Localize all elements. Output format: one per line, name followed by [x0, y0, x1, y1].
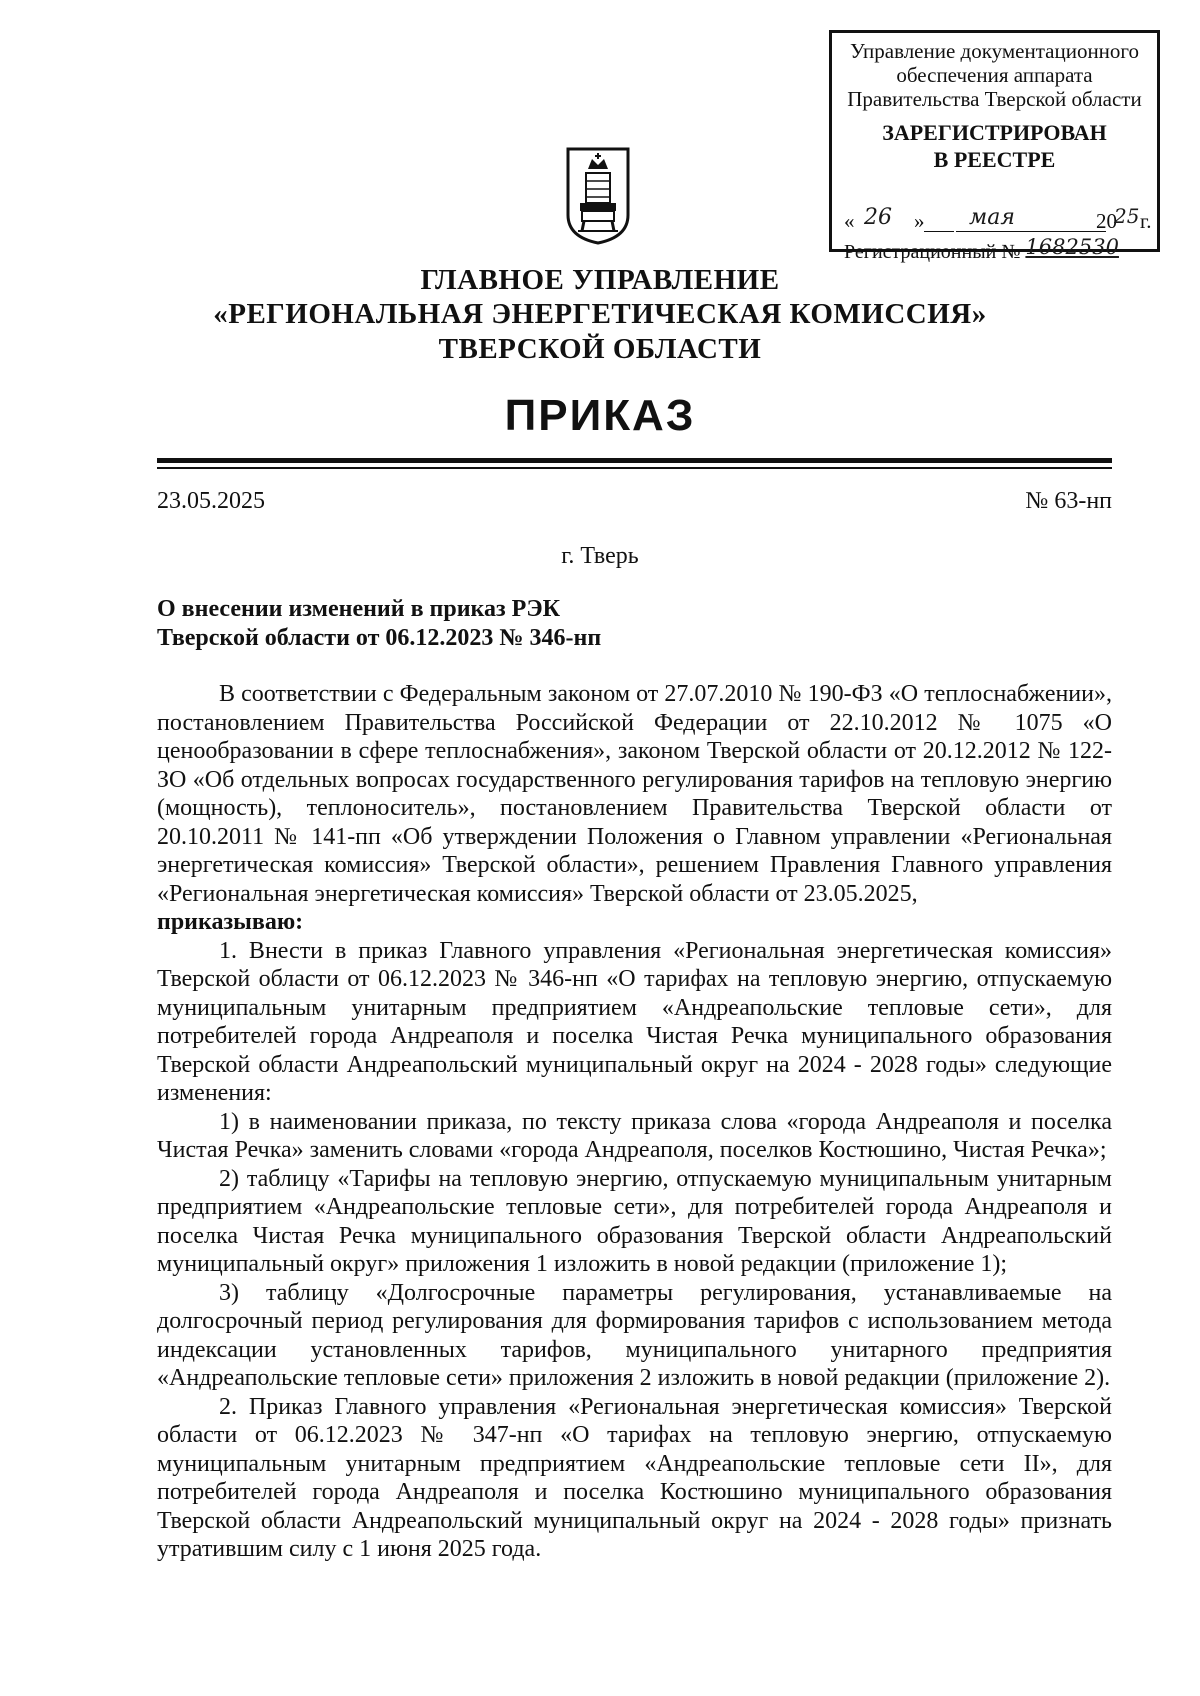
stamp-date-month: мая	[969, 205, 1015, 230]
stamp-date-year-suffix: 25	[1114, 204, 1140, 228]
document-date: 23.05.2025	[157, 488, 265, 514]
document-subject	[157, 595, 601, 653]
org-name-line1: ГЛАВНОЕ УПРАВЛЕНИЕ	[420, 264, 780, 296]
stamp-date-day: 26	[864, 205, 892, 230]
document-type-title: ПРИКАЗ	[504, 391, 696, 440]
stamp-date	[844, 204, 1154, 235]
document-number: № 63-нп	[1025, 488, 1112, 514]
item-1-subitem-3: 3) таблицу «Долгосрочные параметры регулирования, устанавливаемые на долгосрочный период регулирования для формирования тарифов с использованием метода индексации установленных тарифов, муниципального унитарного предприятия «Андреапольские тепловые сети» приложения 2 изложить в новой редакции (приложение 2).	[157, 1279, 1112, 1391]
item-2: 2. Приказ Главного управления «Региональная энергетическая комиссия» Тверской области от 06.12.2023 № 347-нп «О тарифах на тепловую энергию, отпускаемую муниципальным унитарным предприятием «Андреапольские тепловые сети II», для потребителей города Андреаполя и поселка Костюшино муниципального образования Тверской области Андреапольский муниципальный округ на 2024 - 2028 годы» признать утратившим силу с 1 июня 2025 года.	[157, 1393, 1112, 1562]
header-rule-thin	[157, 467, 1112, 469]
order-word	[157, 908, 1112, 937]
registration-stamp	[829, 30, 1160, 263]
stamp-month-underline	[956, 231, 1106, 232]
stamp-date-underline	[924, 231, 954, 232]
item-1-subitem-1: 1) в наименовании приказа, по тексту приказа слова «города Андреаполя и поселка Чистая Речка» заменить словами «города Андреаполя, поселков Костюшино, Чистая Речка»;	[157, 1108, 1112, 1163]
stamp-number-value: 1682530	[1025, 235, 1119, 259]
org-name-line3: ТВЕРСКОЙ ОБЛАСТИ	[438, 333, 762, 365]
emblem-shield-icon	[566, 147, 630, 245]
stamp-registered	[832, 119, 1157, 173]
subject-line1: О внесении изменений в приказ РЭК	[157, 596, 560, 622]
stamp-registered-line2: В РЕЕСТРЕ	[933, 147, 1056, 172]
subject-line2: Тверской области от 06.12.2023 № 346-нп	[157, 625, 602, 651]
header-rule-thick	[157, 458, 1112, 463]
stamp-number-label: Регистрационный №	[844, 241, 1021, 263]
coat-of-arms-emblem	[566, 147, 630, 250]
stamp-registration-number	[844, 235, 1119, 264]
org-name-line2: «РЕГИОНАЛЬНАЯ ЭНЕРГЕТИЧЕСКАЯ КОМИССИЯ»	[213, 298, 987, 330]
document-body	[157, 680, 1112, 1564]
stamp-department: Управление документационного обеспечения аппарата Правительства Тверской области	[847, 39, 1142, 111]
stamp-date-year-prefix: 20	[1096, 209, 1117, 233]
stamp-date-close-quote: »	[914, 209, 925, 233]
stamp-date-open-quote: «	[844, 209, 855, 233]
stamp-registered-line1: ЗАРЕГИСТРИРОВАН	[882, 120, 1107, 145]
item-1-subitem-2: 2) таблицу «Тарифы на тепловую энергию, отпускаемую муниципальным унитарным предприятием «Андреапольские тепловые сети», для потребителей города Андреаполя и поселка Чистая Речка муниципального образования Тверской области Андреапольский муниципальный округ» приложения 1 изложить в новой редакции (приложение 1);	[157, 1165, 1112, 1277]
item-1: 1. Внести в приказ Главного управления «Региональная энергетическая комиссия» Тверской области от 06.12.2023 № 346-нп «О тарифах на тепловую энергию, отпускаемую муниципальным унитарным предприятием «Андреапольские тепловые сети», для потребителей города Андреаполя и поселка Чистая Речка муниципального образования Тверской области Андреапольский муниципальный округ на 2024 - 2028 годы» следующие изменения:	[157, 937, 1112, 1106]
stamp-date-year-unit: г.	[1140, 209, 1152, 233]
document-city: г. Тверь	[561, 543, 639, 569]
order-word-text: приказываю:	[157, 909, 304, 935]
preamble-paragraph: В соответствии с Федеральным законом от 27.07.2010 № 190-ФЗ «О теплоснабжении», постановлением Правительства Российской Федерации от 22.10.2012 № 1075 «О ценообразовании в сфере теплоснабжения», законом Тверской области от 20.12.2012 № 122-ЗО «Об отдельных вопросах государственного регулирования тарифов на тепловую энергию (мощность), теплоноситель», постановлением Правительства Тверской области от 20.10.2011 № 141-пп «Об утверждении Положения о Главном управлении «Региональная энергетическая комиссия» Тверской области», решением Правления Главного управления «Региональная энергетическая комиссия» Тверской области от 23.05.2025,	[157, 681, 1112, 907]
